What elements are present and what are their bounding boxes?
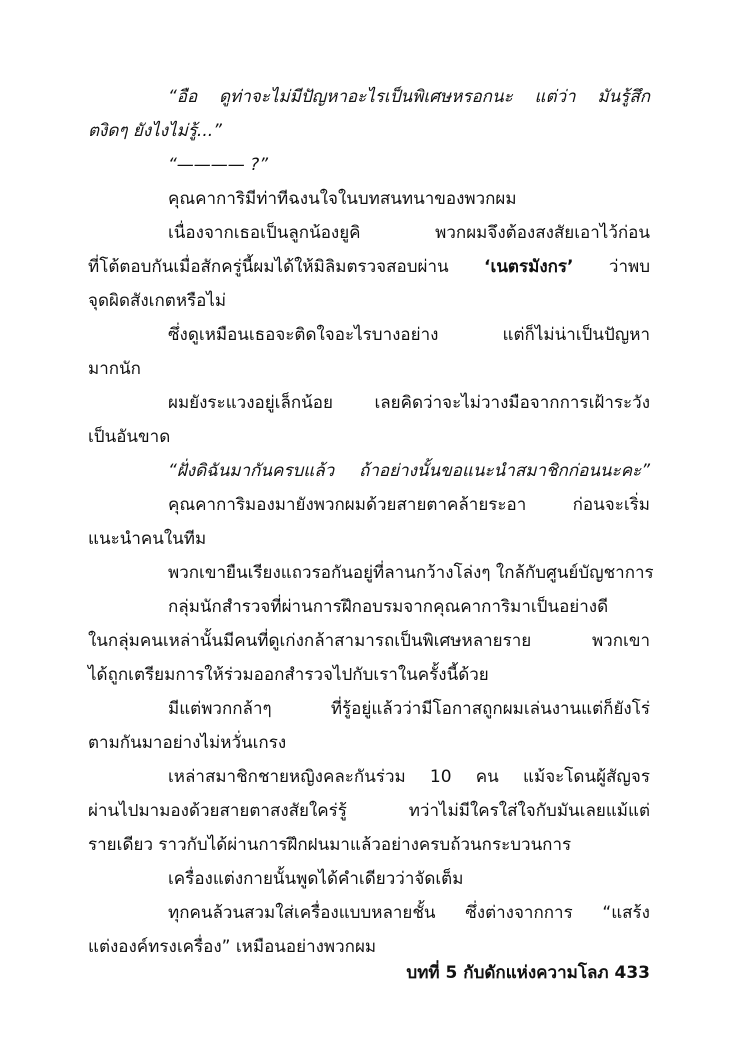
text-line: ตงิดๆ ยังไงไม่รู้...” xyxy=(88,121,222,141)
text-line: คุณคาการิมองมายังพวกผมด้วยสายตาคล้ายระอา ก่อนจะเริ่ม xyxy=(168,495,650,515)
text-line: ตามกันมาอย่างไม่หวั่นเกรง xyxy=(88,733,287,753)
text-line: พวกเขายืนเรียงแถวรอกันอยู่ที่ลานกว้างโล่งๆ ใกล้กับศูนย์บัญชาการ xyxy=(168,563,654,583)
text-line: ซึ่งดูเหมือนเธอจะติดใจอะไรบางอย่าง แต่ก็ไม่น่าเป็นปัญหา xyxy=(168,325,650,345)
text-segment: ที่โต้ตอบกันเมื่อสักครู่นี้ผมได้ให้มิลิมตรวจสอบผ่าน xyxy=(88,257,449,277)
text-line: ผ่านไปมามองด้วยสายตาสงสัยใคร่รู้ ทว่าไม่มีใครใส่ใจกับมันเลยแม้แต่ xyxy=(88,801,650,821)
text-line: ทุกคนล้วนสวมใส่เครื่องแบบหลายชั้น ซึ่งต่างจากการ “แสร้ง xyxy=(168,903,650,923)
text-line: “———— ?” xyxy=(168,155,269,175)
book-page xyxy=(88,0,654,1051)
text-line: “อือ ดูท่าจะไม่มีปัญหาอะไรเป็นพิเศษหรอกนะ แต่ว่า มันรู้สึก xyxy=(168,87,650,107)
text-line: เนื่องจากเธอเป็นลูกน้องยูคิ พวกผมจึงต้องสงสัยเอาไว้ก่อน xyxy=(168,223,650,243)
running-footer: บทที่ 5 กับดักแห่งความโลภ 433 xyxy=(406,963,650,983)
text-line: จุดผิดสังเกตหรือไม่ xyxy=(88,291,227,311)
text-line: คุณคาการิมีท่าทีฉงนใจในบทสนทนาของพวกผม xyxy=(168,189,517,209)
text-line: แนะนำคนในทีม xyxy=(88,529,207,549)
text-line: “ฝั่งดิฉันมากันครบแล้ว ถ้าอย่างนั้นขอแนะนำสมาชิกก่อนนะคะ” xyxy=(168,461,650,481)
text-line: มีแต่พวกกล้าๆ ที่รู้อยู่แล้วว่ามีโอกาสถูกผมเล่นงานแต่ก็ยังโร่ xyxy=(168,699,650,719)
text-segment: ว่าพบ xyxy=(608,257,650,277)
text-line xyxy=(88,250,650,284)
skill-name: ‘เนตรมังกร’ xyxy=(484,257,574,277)
text-line: เครื่องแต่งกายนั้นพูดได้คำเดียวว่าจัดเต็ม xyxy=(168,869,464,889)
text-line: รายเดียว ราวกับได้ผ่านการฝึกฝนมาแล้วอย่างครบถ้วนกระบวนการ xyxy=(88,835,572,855)
text-line: เป็นอันขาด xyxy=(88,427,171,447)
text-line: เหล่าสมาชิกชายหญิงคละกันร่วม 10 คน แม้จะโดนผู้สัญจร xyxy=(168,767,650,787)
text-line: ในกลุ่มคนเหล่านั้นมีคนที่ดูเก่งกล้าสามารถเป็นพิเศษหลายราย พวกเขา xyxy=(88,631,650,651)
text-line: แต่งองค์ทรงเครื่อง” เหมือนอย่างพวกผม xyxy=(88,937,377,957)
text-line: ได้ถูกเตรียมการให้ร่วมออกสำรวจไปกับเราในครั้งนี้ด้วย xyxy=(88,665,489,685)
text-line: มากนัก xyxy=(88,359,141,379)
text-line: กลุ่มนักสำรวจที่ผ่านการฝึกอบรมจากคุณคาการิมาเป็นอย่างดี xyxy=(168,597,609,617)
text-line: ผมยังระแวงอยู่เล็กน้อย เลยคิดว่าจะไม่วางมือจากการเฝ้าระวัง xyxy=(168,393,650,413)
